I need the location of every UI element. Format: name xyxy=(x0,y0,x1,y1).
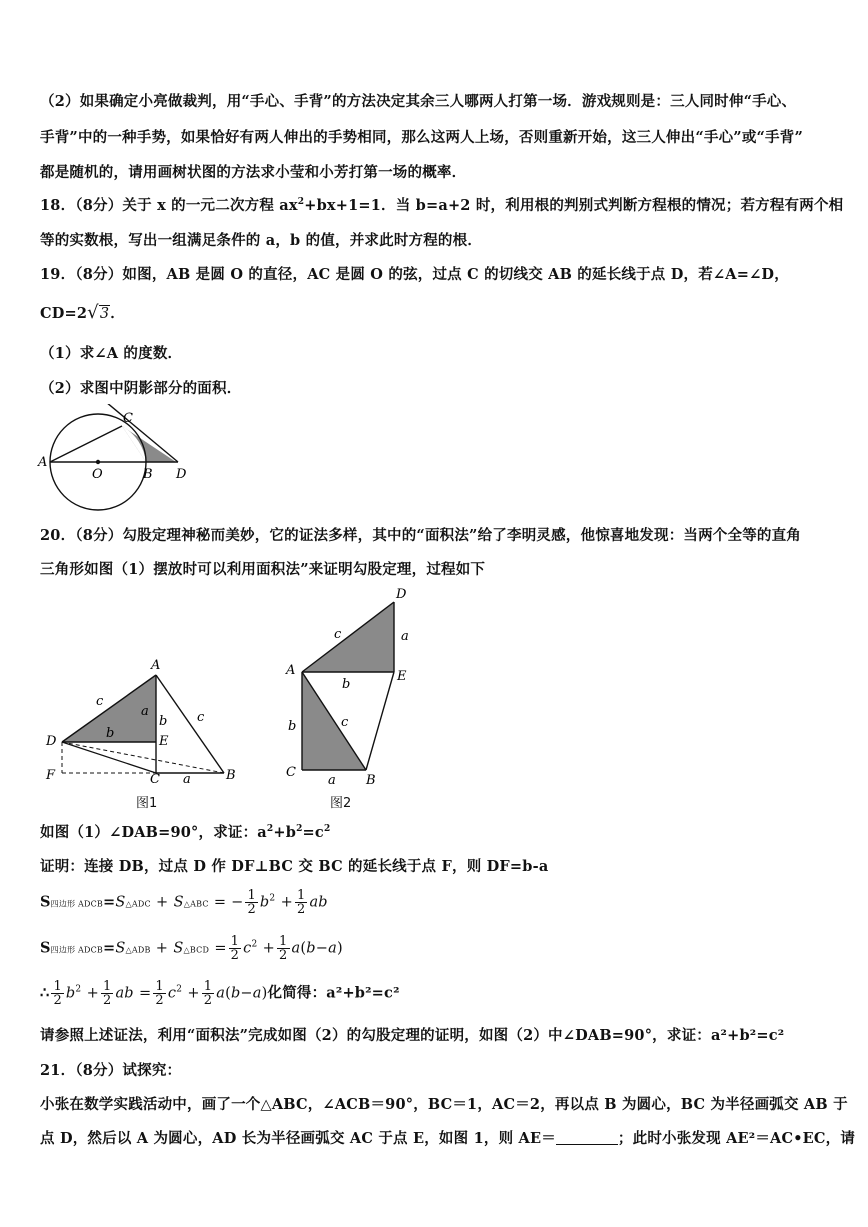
quad-sub-1: 四边形 ADCB xyxy=(50,899,104,909)
fig1-label-B: B xyxy=(226,768,236,783)
fig2-label-b-ae: b xyxy=(342,677,351,692)
q21-line2: 小张在数学实践活动中，画了一个△ABC，∠ACB＝90°，BC＝1，AC＝2，再以点 B 为圆心，BC 为半径画弧交 AB 于 xyxy=(40,1096,848,1113)
center-point xyxy=(96,460,100,464)
fig2-label-D: D xyxy=(396,587,407,602)
q20-given-text: 如图（1）∠DAB=90°，求证：a xyxy=(40,824,267,841)
q18-line1 xyxy=(40,194,843,215)
fig2-label-b-ac: b xyxy=(288,719,297,734)
answer-blank[interactable] xyxy=(556,1130,618,1145)
fig1-label-D: D xyxy=(46,734,57,749)
fig2-label-a-cb: a xyxy=(328,773,336,788)
fig2-caption: 图2 xyxy=(330,796,352,811)
fig1-label-E: E xyxy=(159,734,169,749)
label-D: D xyxy=(176,467,187,482)
q19-line1: 19．（8分）如图，AB 是圆 O 的直径，AC 是圆 O 的弦，过点 C 的切线交 AB 的延长线于点 D，若∠A=∠D， xyxy=(40,266,789,283)
label-B: B xyxy=(143,467,153,482)
q20-eq3: ∴ $\frac{1}{2}$ $b^2$ + $\frac{1}{2}$ ab = $\frac{1}{2}$ $c^2$ + $\frac{1}{2}$ a(b−a)化简得：a²+b²=c² xyxy=(40,979,400,1008)
fig2-label-c-mid: c xyxy=(341,715,349,730)
fig1-label-c-left: c xyxy=(96,694,104,709)
q20-eq3-tail: 化简得：a²+b²=c² xyxy=(267,984,400,1002)
q19-cd-radicand: 3 xyxy=(99,306,110,322)
fig1-label-C: C xyxy=(150,772,160,785)
q20-request: 请参照上述证法，利用“面积法”完成如图（2）的勾股定理的证明，如图（2）中∠DAB=90°，求证：a²+b²=c² xyxy=(40,1027,785,1044)
sqrt-sign: √ xyxy=(87,302,99,323)
shaded-region xyxy=(122,426,176,462)
q18-line1-a: 18．（8分）关于 x 的一元二次方程 ax xyxy=(40,197,298,214)
q20-given-tail: +b xyxy=(273,824,297,841)
fig2-label-B: B xyxy=(366,773,376,788)
fig1-dc xyxy=(62,742,156,773)
fig2-eb xyxy=(366,672,394,770)
q21-line3-a: 点 D，然后以 A 为圆心，AD 长为半径画弧交 AC 于点 E，如图 1，则 AE＝ xyxy=(40,1130,556,1147)
q18-line1-sup: 2 xyxy=(297,197,305,207)
q20-eq2: S四边形 ADCB=S△ADB + S△BCD = $\frac{1}{2}$ $c^2$ + $\frac{1}{2}$ a(b−a) xyxy=(40,934,343,963)
q21-line1: 21．（8分）试探究： xyxy=(40,1062,182,1079)
q17-part2-line1: （2）如果确定小亮做裁判，用“手心、手背”的方法决定其余三人哪两人打第一场．游戏规则是：三人同时伸“手心、 xyxy=(40,93,797,110)
fig1-caption: 图1 xyxy=(136,796,158,811)
s-label: S xyxy=(40,893,51,911)
label-A: A xyxy=(38,455,48,470)
q18-line2: 等的实数根，写出一组满足条件的 a，b 的值，并求此时方程的根． xyxy=(40,232,483,249)
fig1-label-c-right: c xyxy=(197,710,205,725)
quad-sub-2: 四边形 ADCB xyxy=(50,945,104,955)
fig2-label-C: C xyxy=(286,765,296,780)
q19-cd-line xyxy=(40,302,125,323)
fig1-label-b-de: b xyxy=(106,726,115,741)
q19-part2: （2）求图中阴影部分的面积． xyxy=(40,380,242,397)
fig1-label-A: A xyxy=(151,658,161,673)
therefore-sign: ∴ xyxy=(40,984,50,1002)
fig1-label-b-ae: b xyxy=(159,714,168,729)
fig2-label-a-right: a xyxy=(401,629,409,644)
q18-line1-b: +bx+1=1．当 b=a+2 时，利用根的判别式判断方程根的情况；若方程有两个相 xyxy=(304,197,844,214)
q20-line1: 20．（8分）勾股定理神秘而美妙，它的证法多样，其中的“面积法”给了李明灵感，他惊喜地发现：当两个全等的直角 xyxy=(40,527,801,544)
q19-circle-figure xyxy=(36,404,196,512)
q20-eq1: S四边形 ADCB=S△ADC + S△ABC = − $\frac{1}{2}$ $b^2$ + $\frac{1}{2}$ ab xyxy=(40,888,328,917)
q17-part2-line3: 都是随机的，请用画树状图的方法求小莹和小芳打第一场的概率． xyxy=(40,164,467,181)
fig1-label-a-cb: a xyxy=(183,772,191,785)
q20-figure2 xyxy=(284,584,424,789)
fig2-label-A: A xyxy=(286,663,296,678)
fig1-label-a: a xyxy=(141,704,149,719)
q20-figure1 xyxy=(40,655,240,785)
s-label-2: S xyxy=(40,939,51,957)
fig2-label-E: E xyxy=(397,669,407,684)
q20-line2: 三角形如图（1）摆放时可以利用面积法”来证明勾股定理，过程如下 xyxy=(40,561,486,578)
q20-proof-line: 证明：连接 DB，过点 D 作 DF⊥BC 交 BC 的延长线于点 F，则 DF=b-a xyxy=(40,858,549,875)
q19-part1: （1）求∠A 的度数． xyxy=(40,345,183,362)
q19-cd-suffix: ． xyxy=(110,305,125,322)
q19-cd-prefix: CD=2 xyxy=(40,305,88,322)
label-C: C xyxy=(123,411,133,426)
q21-line3-b: ；此时小张发现 AE²＝AC•EC，请 xyxy=(617,1130,856,1147)
q20-given: 如图（1）∠DAB=90°，求证：$a^2+b^2=c^2$ xyxy=(40,824,331,841)
label-O: O xyxy=(92,467,103,482)
q17-part2-line2: 手背”中的一种手势，如果恰好有两人伸出的手势相同，那么这两人上场，否则重新开始，这三人伸出“手心”或“手背” xyxy=(40,129,803,146)
q21-line3 xyxy=(40,1127,855,1148)
q20-given-eq: =c xyxy=(302,824,324,841)
fig1-label-F: F xyxy=(46,768,56,783)
fig2-label-c-top: c xyxy=(334,627,342,642)
